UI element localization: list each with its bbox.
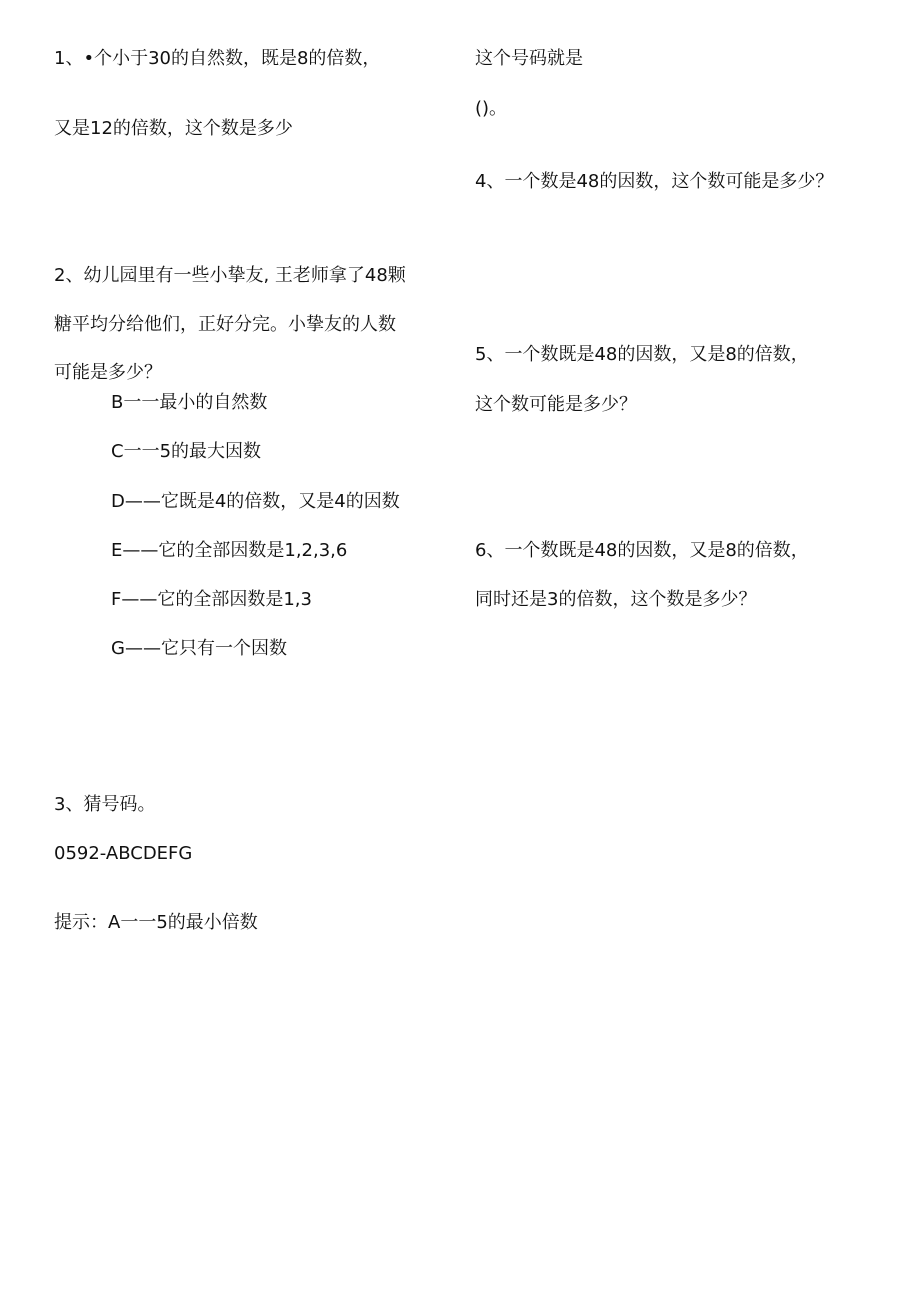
question-2-line-2: 糖平均分给他们，正好分完。小挚友的人数 [54, 314, 396, 335]
question-5-line-1: 5、一个数既是48的因数，又是8的倍数， [475, 344, 809, 365]
hint-c: C一一5的最大因数 [111, 441, 262, 462]
question-6-line-1: 6、一个数既是48的因数，又是8的倍数， [475, 540, 809, 561]
hint-d: D——它既是4的倍数，又是4的因数 [111, 491, 400, 512]
question-4: 4、一个数是48的因数，这个数可能是多少？ [475, 171, 834, 192]
hint-g: G——它只有一个因数 [111, 638, 287, 659]
question-3-title: 3、猜号码。 [54, 794, 156, 815]
question-2-line-3: 可能是多少？ [54, 362, 162, 383]
hint-e: E——它的全部因数是1,2,3,6 [111, 540, 348, 561]
question-1-line-1: 1、•个小于30的自然数，既是8的倍数， [54, 48, 381, 69]
question-3-answer-line-2: ()。 [475, 98, 508, 119]
question-3-answer-line-1: 这个号码就是 [475, 48, 583, 69]
question-5-line-2: 这个数可能是多少？ [475, 394, 637, 415]
question-3-code: 0592-ABCDEFG [54, 843, 193, 864]
question-6-line-2: 同时还是3的倍数，这个数是多少？ [475, 589, 757, 610]
question-1-line-2: 又是12的倍数，这个数是多少 [54, 118, 293, 139]
hint-b: B一一最小的自然数 [111, 392, 268, 413]
hint-f: F——它的全部因数是1,3 [111, 589, 312, 610]
question-2-line-1: 2、幼儿园里有一些小挚友, 王老师拿了48颗 [54, 265, 406, 286]
question-3-hint: 提示：A一一5的最小倍数 [54, 912, 258, 933]
